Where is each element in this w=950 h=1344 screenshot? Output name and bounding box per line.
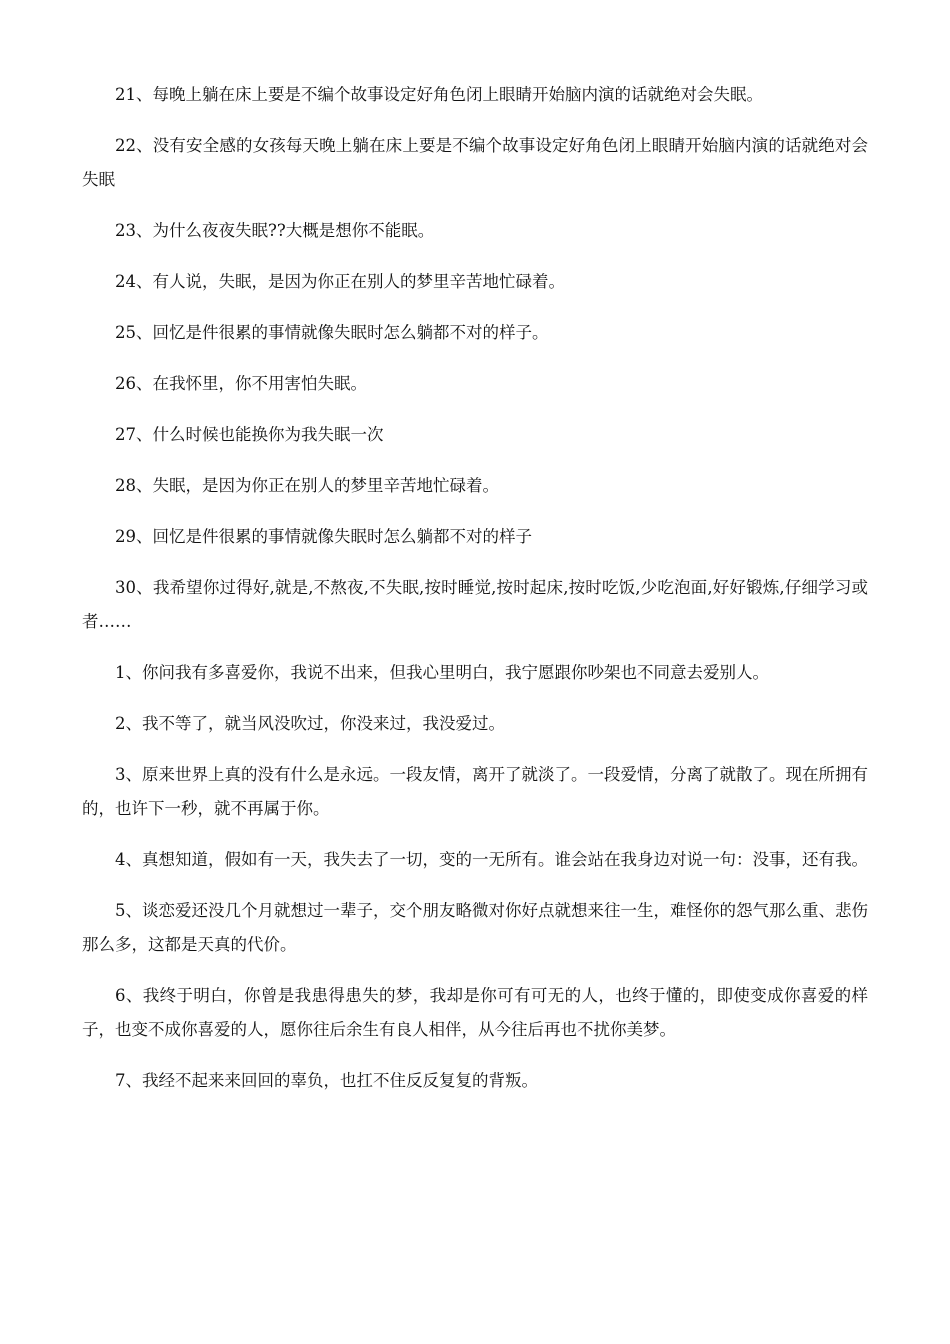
paragraph-30: 30、我希望你过得好,就是,不熬夜,不失眠,按时睡觉,按时起床,按时吃饭,少吃泡面,好好锻炼,仔细学习或者……: [82, 578, 868, 631]
paragraph-29: 29、回忆是件很累的事情就像失眠时怎么躺都不对的样子: [115, 527, 532, 546]
paragraph-25: 25、回忆是件很累的事情就像失眠时怎么躺都不对的样子。: [115, 323, 549, 342]
paragraph-4: 4、真想知道，假如有一天，我失去了一切，变的一无所有。谁会站在我身边对说一句：没事，还有我。: [115, 850, 868, 869]
paragraph-3: 3、原来世界上真的没有什么是永远。一段友情，离开了就淡了。一段爱情，分离了就散了。现在所拥有的，也许下一秒，就不再属于你。: [82, 765, 868, 818]
paragraph-27: 27、什么时候也能换你为我失眠一次: [115, 425, 384, 444]
paragraph-2: 2、我不等了，就当风没吹过，你没来过，我没爱过。: [115, 714, 505, 733]
paragraph-28: 28、失眠，是因为你正在别人的梦里辛苦地忙碌着。: [115, 476, 499, 495]
document-body: [82, 78, 868, 1115]
paragraph-23: 23、为什么夜夜失眠??大概是想你不能眠。: [115, 221, 435, 240]
paragraph-24: 24、有人说，失眠，是因为你正在别人的梦里辛苦地忙碌着。: [115, 272, 565, 291]
paragraph-21: 21、每晚上躺在床上要是不编个故事设定好角色闭上眼睛开始脑内演的话就绝对会失眠。: [115, 85, 763, 104]
paragraph-26: 26、在我怀里，你不用害怕失眠。: [115, 374, 367, 393]
paragraph-6: 6、我终于明白，你曾是我患得患失的梦，我却是你可有可无的人，也终于懂的，即使变成你喜爱的样子，也变不成你喜爱的人，愿你往后余生有良人相伴，从今往后再也不扰你美梦。: [82, 986, 868, 1039]
paragraph-1: 1、你问我有多喜爱你，我说不出来，但我心里明白，我宁愿跟你吵架也不同意去爱别人。: [115, 663, 769, 682]
paragraph-5: 5、谈恋爱还没几个月就想过一辈子，交个朋友略微对你好点就想来往一生，难怪你的怨气那么重、悲伤那么多，这都是天真的代价。: [82, 901, 868, 954]
paragraph-7: 7、我经不起来来回回的辜负，也扛不住反反复复的背叛。: [115, 1071, 538, 1090]
paragraph-22: 22、没有安全感的女孩每天晚上躺在床上要是不编个故事设定好角色闭上眼睛开始脑内演的话就绝对会失眠: [82, 136, 868, 189]
